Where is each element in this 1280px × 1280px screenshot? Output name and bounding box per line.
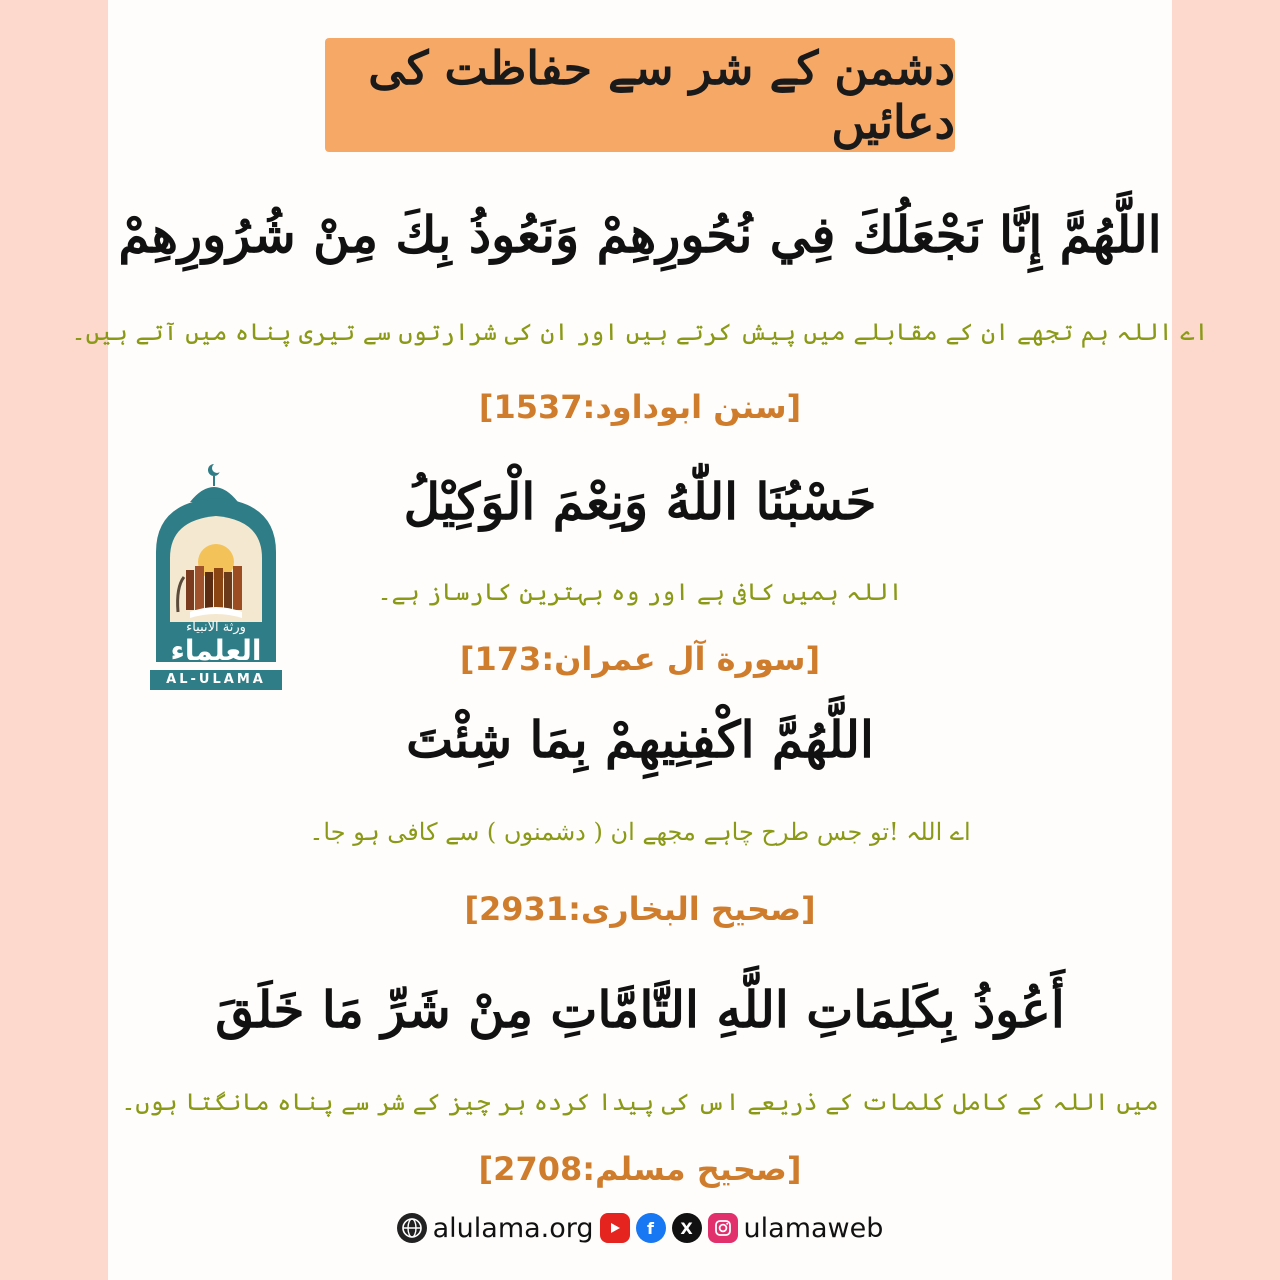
- dua-3-arabic: اللَّهُمَّ اكْفِنِيهِمْ بِمَا شِئْتَ: [406, 710, 874, 769]
- social-handle[interactable]: ulamaweb: [743, 1212, 884, 1244]
- dua-3-translation: اے اللہ !تو جس طرح چاہے مجھے ان ( دشمنوں ) سے کافی ہو جا۔: [309, 818, 971, 846]
- logo-tagline: ورثة الانبياء: [186, 620, 246, 635]
- title-banner: [325, 38, 955, 152]
- page-title: دشمن کے شر سے حفاظت کی دعائیں: [368, 41, 955, 149]
- dua-1-reference: [سنن ابوداود:1537]: [478, 388, 802, 426]
- logo-latin-name: AL-ULAMA: [166, 672, 266, 687]
- dua-3-reference: [صحيح البخاری:2931]: [464, 890, 816, 928]
- x-icon[interactable]: X: [672, 1213, 702, 1243]
- dua-2-arabic: حَسْبُنَا اللّٰهُ وَنِعْمَ الْوَكِيْلُ: [403, 472, 877, 531]
- dua-1-translation: اے اللہ ہم تجھے ان کے مقابلے میں پیش کرتے ہیں اور ان کی شرارتوں سے تیری پناہ میں آتے ہیں۔: [71, 318, 1209, 346]
- dua-4-translation: میں اللہ کے کامل کلمات کے ذریعے اس کی پیدا کردہ ہر چیز کے شر سے پناہ مانگتا ہوں۔: [121, 1088, 1159, 1116]
- facebook-icon[interactable]: f: [636, 1213, 666, 1243]
- dua-2-reference: [سورة آل عمران:173]: [459, 640, 821, 678]
- instagram-icon[interactable]: [708, 1213, 738, 1243]
- al-ulama-logo: [150, 462, 282, 692]
- youtube-icon[interactable]: [600, 1213, 630, 1243]
- dua-1-arabic: اللَّهُمَّ إِنَّا نَجْعَلُكَ فِي نُحُورِهِمْ وَنَعُوذُ بِكَ مِنْ شُرُورِهِمْ: [118, 205, 1162, 264]
- dua-2-translation: اللہ ہمیں کافی ہے اور وہ بہترین کارساز ہے۔: [377, 578, 903, 606]
- globe-icon[interactable]: [397, 1213, 427, 1243]
- logo-arabic-name: العلماء: [170, 634, 262, 667]
- dua-4-reference: [صحیح مسلم:2708]: [478, 1150, 802, 1188]
- dua-4-arabic: أَعُوذُ بِكَلِمَاتِ اللَّهِ التَّامَّاتِ مِنْ شَرِّ مَا خَلَقَ: [215, 980, 1065, 1039]
- website-link[interactable]: alulama.org: [432, 1212, 594, 1244]
- footer: [0, 1206, 1280, 1250]
